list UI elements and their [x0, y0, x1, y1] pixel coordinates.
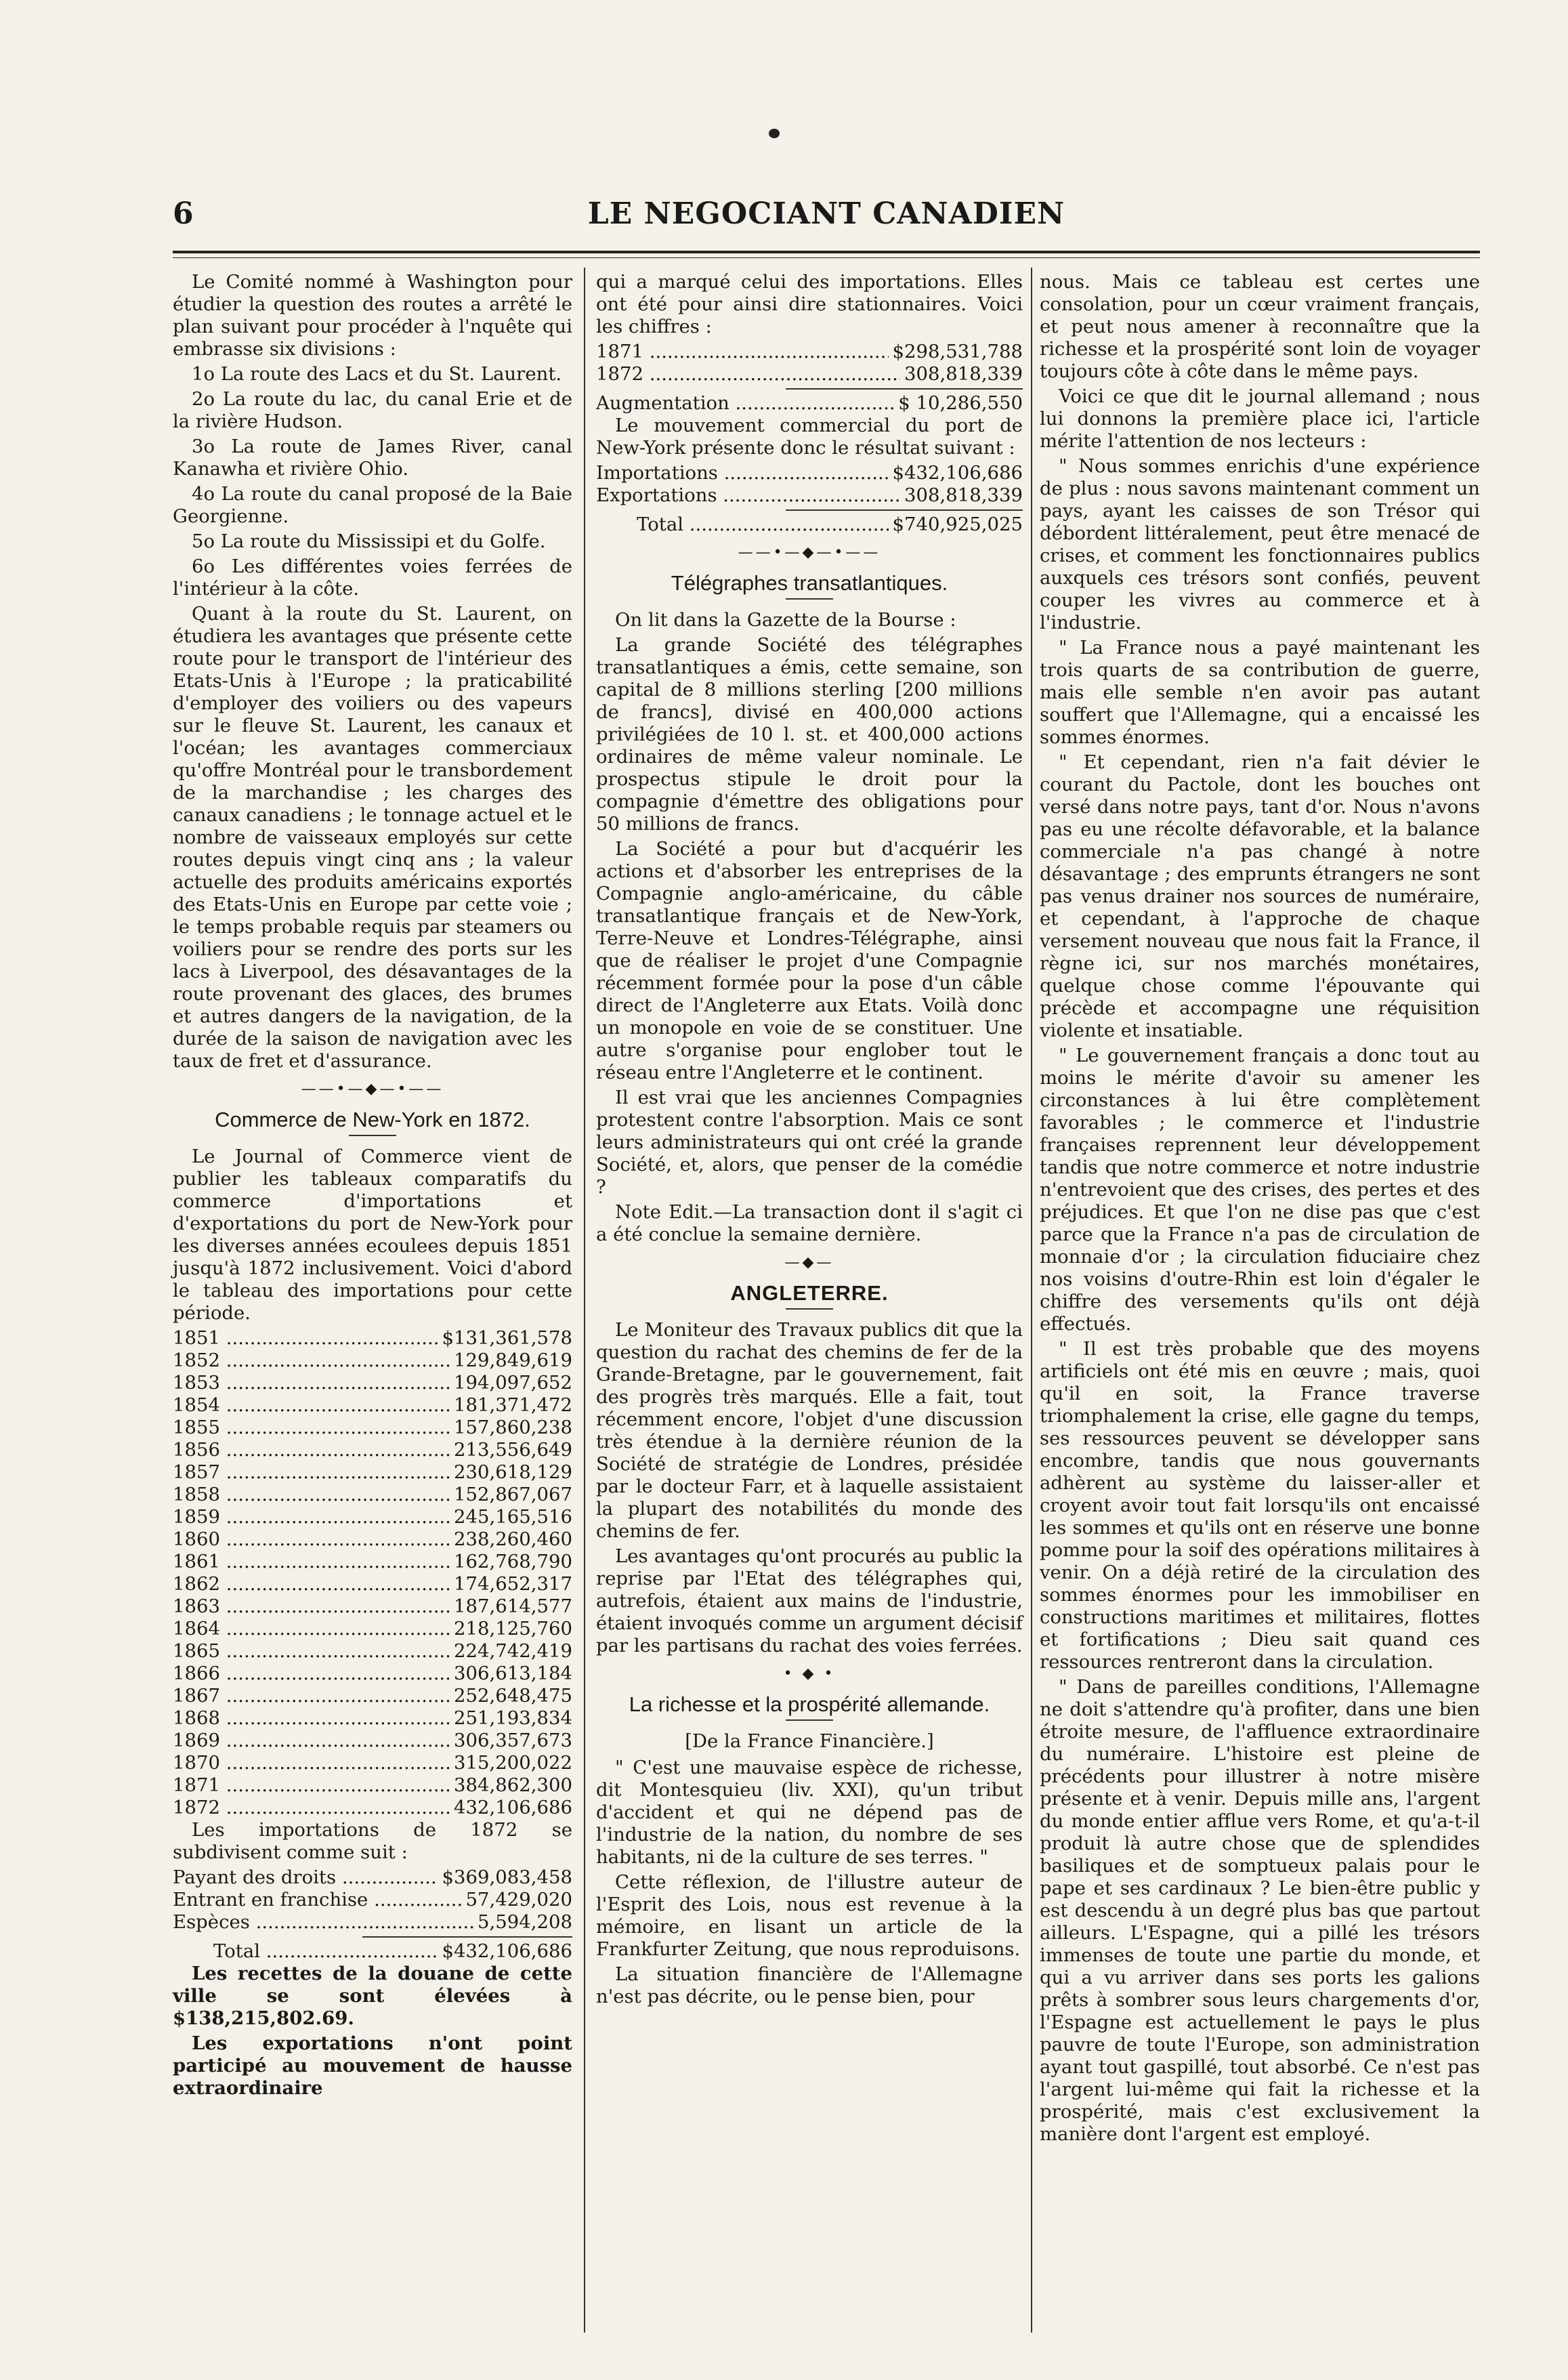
split-row	[173, 1911, 572, 1934]
page-header	[173, 196, 1480, 244]
angleterre-title: ANGLETERRE.	[730, 1281, 889, 1305]
result-total-label: Total .....	[637, 514, 889, 536]
article-paragraph: " Dans de pareilles conditions, l'Allemagne ne doit s'attendre qu'à profiter, dans une bien étroite mesure, de l'affluence extraordinaire du numéraire. L'histoire est pleine de précédents pour illustrer à notre misère présente et à venir. Depuis mille ans, l'argent du monde entier afflue vers Rome, et qu'a-t-il produit là autre chose que de splendides basiliques et de somptueux palais pour le pape et ses cardinaux ? Le bien-être public y est descendu à un degré plus bas que partout ailleurs. L'Espagne, qui a pillé les trésors immenses de toute une partie du monde, et qui a vu arriver dans ses ports les galions prêts à sombrer sous leurs chargements d'or, l'Espagne est actuellement le pays le plus pauvre de toute l'Europe, son administration ayant tout gaspillé, tout absorbé. Ce n'est pas l'argent lui-même qui fait la richesse et la prospérité, mais c'est exclusivement la manière dont l'argent est employé.	[1040, 1676, 1480, 2145]
split-row-label: Espèces .....	[173, 1911, 473, 1934]
exports-row	[596, 341, 1023, 363]
imports-row-value: 152,867,067	[454, 1484, 572, 1505]
column-3	[1040, 271, 1480, 2312]
article-paragraph: " Nous sommes enrichis d'une expérience de plus : nous savons maintenant comment un pays, ayant les caisses de son Trésor qui débordent littéralement, peut être menacé de crises, et comment les fonctionnaires publics auxquels ces trésors sont confiés, peuvent couper les vivres au commerce et à l'industrie.	[1040, 455, 1480, 633]
route-item: 4o La route du canal proposé de la Baie Georgienne.	[173, 483, 572, 527]
augmentation-value: $ 10,286,550	[898, 392, 1023, 414]
page-number: 6	[173, 196, 194, 231]
article-paragraph: Voici ce que dit le journal allemand ; nous lui donnons la première place ici, l'article mérite l'attention de nos lecteurs :	[1040, 385, 1480, 452]
imports-row	[173, 1417, 572, 1439]
imports-row-value: 315,200,022	[454, 1752, 572, 1774]
imports-row-value: 162,768,790	[454, 1551, 572, 1572]
result-row	[596, 484, 1023, 507]
imports-row-value: 218,125,760	[454, 1618, 572, 1640]
imports-row-value: 432,106,686	[454, 1797, 572, 1818]
ink-blot	[769, 129, 780, 138]
telegraph-paragraph: On lit dans la Gazette de la Bourse :	[615, 609, 956, 631]
imports-row-value: 251,193,834	[454, 1707, 572, 1729]
angleterre-paragraph: Le Moniteur des Travaux publics dit que la question du rachat des chemins de fer de la Grande-Bretagne, par le gouvernement, fait des progrès très marqués. Elle a fait, tout récemment encore, l'objet d'une discussion très étendue à la dernière réunion de la Société de stratégie de Londres, présidée par le docteur Farr, et à laquelle assistaient la plupart des notabilités du monde des chemins de fer.	[596, 1319, 1023, 1542]
split-row-label: Entrant en franchise .....	[173, 1889, 462, 1911]
richesse-paragraph: Cette réflexion, de l'illustre auteur de l'Esprit des Lois, nous est revenue à la mémoire, en lisant un article de la Frankfurter Zeitung, que nous reproduisons.	[596, 1871, 1023, 1960]
augmentation-label: Augmentation .....	[596, 392, 894, 415]
st-laurent-paragraph: Quant à la route du St. Laurent, on étudiera les avantages que présente cette route pour le transport de l'intérieur des Etats-Unis à l'Europe ; la praticabilité d'employer des voiliers ou des vapeurs sur le fleuve St. Laurent, les canaux et l'océan; les avantages commerciaux qu'offre Montréal pour le transbordement de la marchandise ; les charges des canaux canadiens ; le tonnage actuel et le nombre de vaisseaux employés sur cette routes depuis vingt cinq ans ; la valeur actuelle des produits américains exportés des Etats-Unis en Europe par cette voie ; le temps probable requis par steamers ou voiliers pour se rendre des ports sur les lacs à Liverpool, des désavantages de la route provenant des glaces, des brumes et autres dangers de la navigation, de la durée de la saison de navigation avec les taux de fret et d'assurance.	[173, 603, 572, 1072]
imports-row-label: 1851 .....	[173, 1327, 438, 1350]
imports-row-value: 129,849,619	[454, 1350, 572, 1371]
result-row-value: $432,106,686	[892, 462, 1023, 484]
article-paragraph: " La France nous a payé maintenant les trois quarts de sa contribution de guerre, mais elle semble n'en avoir pas autant souffert que l'Allemagne, qui a encaissé les sommes énormes.	[1040, 637, 1480, 748]
result-row	[596, 462, 1023, 484]
imports-row-value: 306,613,184	[454, 1663, 572, 1684]
telegraph-paragraph: La Société a pour but d'acquérir les actions et d'absorber les entreprises de la Compagnie anglo-américaine, du câble transatlantique français et de New-York, Terre-Neuve et Londres-Télégraphe, ainsi que de réaliser le projet d'une Compagnie récemment formée pour la pose d'un câble direct de l'Angleterre aux Etats. Voilà donc un monopole en voie de se constituer. Une autre s'organise pour englober tout le réseau entre l'Angleterre et le continent.	[596, 838, 1023, 1083]
committee-intro: Le Comité nommé à Washington pour étudier la question des routes a arrêté le plan suivant pour procéder à l'nquête qui embrasse six divisions :	[173, 271, 572, 360]
imports-row	[173, 1752, 572, 1774]
imports-row-value: 384,862,300	[454, 1774, 572, 1796]
imports-row-value: 252,648,475	[454, 1685, 572, 1707]
imports-row-label: 1853 .....	[173, 1372, 450, 1394]
exports-row-label: 1872 .....	[596, 363, 900, 385]
result-total-value: $740,925,025	[892, 514, 1023, 535]
augmentation-row	[596, 392, 1023, 415]
route-item: 2o La route du lac, du canal Erie et de la rivière Hudson.	[173, 388, 572, 432]
split-total-row	[173, 1940, 572, 1963]
imports-row-value: 157,860,238	[454, 1417, 572, 1438]
route-item: 6o Les différentes voies ferrées de l'intérieur à la côte.	[173, 556, 572, 600]
article-paragraph: " Et cependant, rien n'a fait dévier le courant du Pactole, dont les bouches ont versé dans notre pays, tant d'or. Nous n'avons pas eu une récolte défavorable, et la balance commerciale n'a pas changé à notre désavantage ; des emprunts étrangers ne sont pas venus drainer nos sources de numéraire, et cependant, à l'approche de chaque versement nouveau que nous fait la France, il règne ici, sur nos marchés monétaires, quelque chose comme l'épouvante qui précède et accompagne une réquisition violente et insatiable.	[1040, 751, 1480, 1041]
richesse-paragraph: " C'est une mauvaise espèce de richesse, dit Montesquieu (liv. XXI), qu'un tribut d'accident et qui ne dépend pas de l'industrie de la nation, du nombre de ses habitants, ni de la culture de ses terres. "	[596, 1757, 1023, 1868]
header-rule-thin	[173, 257, 1480, 258]
split-row-value: 57,429,020	[465, 1889, 572, 1911]
split-row-label: Payant des droits .....	[173, 1866, 438, 1889]
imports-row-value: 194,097,652	[454, 1372, 572, 1394]
imports-row	[173, 1461, 572, 1484]
commerce-intro: Le Journal of Commerce vient de publier les tableaux comparatifs du commerce d'importations et d'exportations du port de New-York pour les diverses années ecoulees depuis 1851 jusqu'à 1872 inclusivement. Voici d'abord le tableau des importations pour cette période.	[173, 1146, 572, 1324]
imports-row-label: 1860 .....	[173, 1528, 450, 1551]
split-table	[173, 1866, 572, 1934]
exports-row-label: 1871 .....	[596, 341, 889, 363]
imports-row-label: 1854 .....	[173, 1394, 450, 1417]
section-ornament: ——•—◆—•——	[738, 544, 881, 561]
imports-row-value: 245,165,516	[454, 1506, 572, 1528]
section-ornament: • ◆ •	[783, 1665, 836, 1682]
imports-row-label: 1871 .....	[173, 1774, 450, 1797]
column-divider-2	[1031, 268, 1032, 2333]
imports-row-label: 1856 .....	[173, 1439, 450, 1461]
total-value: $432,106,686	[442, 1940, 572, 1962]
imports-row	[173, 1350, 572, 1372]
column-divider-1	[584, 268, 585, 2333]
imports-row-label: 1864 .....	[173, 1618, 450, 1640]
imports-row	[173, 1372, 572, 1394]
title-rule	[786, 598, 833, 600]
imports-row-value: 213,556,649	[454, 1439, 572, 1461]
imports-row-label: 1866 .....	[173, 1663, 450, 1685]
imports-table	[173, 1327, 572, 1819]
richesse-title: La richesse et la prospérité allemande.	[629, 1692, 990, 1716]
result-row-label: Importations .....	[596, 462, 889, 484]
imports-row-label: 1865 .....	[173, 1640, 450, 1663]
imports-row-label: 1861 .....	[173, 1551, 450, 1573]
imports-row-label: 1870 .....	[173, 1752, 450, 1774]
section-ornament: ——•—◆—•——	[301, 1081, 444, 1098]
article-paragraph: " Le gouvernement français a donc tout au moins le mérite d'avoir su amener les circonstances à lui être complètement favorables ; le commerce et l'industrie françaises reprennent leur développement tandis que notre commerce et notre industrie n'entrevoient que des crises, des pertes et des préjudices. Et que l'on ne dise pas que c'est parce que la France n'a pas de circulation de monnaie d'or ; la circulation fiduciaire chez nos voisins d'outre-Rhin est loin d'égaler le chiffre des versements qu'ils ont déjà effectués.	[1040, 1045, 1480, 1335]
imports-row	[173, 1595, 572, 1618]
imports-row	[173, 1394, 572, 1417]
imports-row-label: 1867 .....	[173, 1685, 450, 1707]
result-row-value: 308,818,339	[904, 484, 1023, 506]
angleterre-paragraph: Les avantages qu'ont procurés au public la reprise par l'Etat des télégraphes qui, autrefois, étaient aux mains de l'industrie, étaient invoqués comme un argument décisif par les partisans du rachat des voies ferrées.	[596, 1545, 1023, 1656]
augmentation-rule	[786, 388, 1023, 390]
imports-row	[173, 1327, 572, 1350]
result-row-label: Exportations .....	[596, 484, 900, 507]
imports-row	[173, 1774, 572, 1797]
imports-row-value: 187,614,577	[454, 1595, 572, 1617]
imports-row	[173, 1618, 572, 1640]
split-row	[173, 1866, 572, 1889]
imports-row-value: 224,742,419	[454, 1640, 572, 1662]
recettes-paragraph: Les recettes de la douane de cette ville se sont élevées à $138,215,802.69.	[173, 1963, 572, 2029]
imports-row	[173, 1484, 572, 1506]
imports-row-label: 1872 .....	[173, 1797, 450, 1819]
telegraph-paragraph: Il est vrai que les anciennes Compagnies protestent contre l'absorption. Mais ce sont leurs administrateurs qui ont créé la grande Société, et, alors, que penser de la comédie ?	[596, 1087, 1023, 1198]
route-item: 5o La route du Mississipi et du Golfe.	[192, 530, 546, 552]
imports-row-value: 230,618,129	[454, 1461, 572, 1483]
split-row-value: 5,594,208	[478, 1911, 572, 1933]
imports-row-label: 1862 .....	[173, 1573, 450, 1595]
imports-row-label: 1863 .....	[173, 1595, 450, 1618]
title-rule	[786, 1719, 833, 1721]
exports-row	[596, 363, 1023, 385]
title-rule	[349, 1135, 396, 1136]
imports-row	[173, 1439, 572, 1461]
richesse-paragraph: La situation financière de l'Allemagne n'est pas décrite, ou le pense bien, pour	[596, 1963, 1023, 2007]
imports-row-label: 1859 .....	[173, 1506, 450, 1528]
imports-row	[173, 1663, 572, 1685]
section-ornament: —◆—	[784, 1254, 834, 1271]
imports-row-label: 1855 .....	[173, 1417, 450, 1439]
exports-start: Les exportations n'ont point participé au mouvement de hausse extraordinaire	[173, 2032, 572, 2099]
masthead-title: LE NEGOCIANT CANADIEN	[587, 196, 1065, 231]
column-2	[596, 271, 1023, 2312]
exports-row-value: $298,531,788	[892, 341, 1023, 362]
result-total-row	[596, 514, 1023, 536]
imports-row-label: 1852 .....	[173, 1350, 450, 1372]
imports-row	[173, 1573, 572, 1595]
imports-row	[173, 1730, 572, 1752]
imports-row	[173, 1551, 572, 1573]
result-rule	[786, 509, 1023, 511]
exports-table	[596, 341, 1023, 385]
exports-cont: qui a marqué celui des importations. Elles ont été pour ainsi dire stationnaires. Voici les chiffres :	[596, 271, 1023, 337]
telegraph-paragraph: La grande Société des télégraphes transatlantiques a émis, cette semaine, son capital de 8 millions sterling [200 millions de francs], divisé en 400,000 actions privilégiées de 10 l. st. et 400,000 actions ordinaires de même valeur nominale. Le prospectus stipule le droit pour la compagnie d'émettre des obligations pour 50 millions de francs.	[596, 634, 1023, 835]
imports-row-label: 1857 .....	[173, 1461, 450, 1484]
imports-row-value: 181,371,472	[454, 1394, 572, 1416]
telegraph-title: Télégraphes transatlantiques.	[671, 571, 948, 595]
imports-row-value: $131,361,578	[442, 1327, 572, 1349]
imports-row-value: 306,357,673	[454, 1730, 572, 1751]
imports-row-value: 238,260,460	[454, 1528, 572, 1550]
imports-row	[173, 1707, 572, 1730]
imports-row-label: 1868 .....	[173, 1707, 450, 1730]
source-line: [De la France Financière.]	[685, 1730, 934, 1752]
article-paragraph: " Il est très probable que des moyens artificiels ont été mis en œuvre ; mais, quoi qu'il en soit, la France traverse triomphalement la crise, elle gagne du temps, ses ressources peuvent se développer sans encombre, tandis que nous gouvernants adhèrent au système du laisser-aller et croyent avoir tout fait lorsqu'ils ont encaissé les sommes et qu'ils ont en réserve une bonne pomme pour la soif des opérations militaires à venir. On a déjà retiré de la circulation des sommes énormes pour les immobiliser en constructions maritimes et militaires, flottes et fortifications ; Dieu sait quand ces ressources rentreront dans la circulation.	[1040, 1338, 1480, 1673]
imports-row-label: 1869 .....	[173, 1730, 450, 1752]
imports-row-value: 174,652,317	[454, 1573, 572, 1595]
imports-row	[173, 1640, 572, 1663]
editor-note: Note Edit.—La transaction dont il s'agit ci a été conclue la semaine dernière.	[596, 1201, 1023, 1245]
imports-row	[173, 1506, 572, 1528]
result-table	[596, 462, 1023, 507]
title-rule	[786, 1308, 833, 1310]
article-paragraph: nous. Mais ce tableau est certes une consolation, pour un cœur vraiment français, et peut nous amener à reconnaître que la richesse et la prospérité sont loin de voyager toujours côte à côte dans le même pays.	[1040, 271, 1480, 382]
route-item: 3o La route de James River, canal Kanawha et rivière Ohio.	[173, 436, 572, 480]
imports-row	[173, 1685, 572, 1707]
mouvement-paragraph: Le mouvement commercial du port de New-York présente donc le résultat suivant :	[596, 415, 1023, 459]
split-row-value: $369,083,458	[442, 1866, 572, 1888]
commerce-title: Commerce de New-York en 1872.	[215, 1108, 530, 1131]
header-rule-thick	[173, 251, 1480, 253]
total-label: Total .....	[213, 1940, 438, 1963]
imports-row-label: 1858 .....	[173, 1484, 450, 1506]
column-1	[173, 271, 572, 2312]
split-intro: Les importations de 1872 se subdivisent comme suit :	[173, 1819, 572, 1863]
exports-row-value: 308,818,339	[904, 363, 1023, 385]
route-item: 1o La route des Lacs et du St. Laurent.	[192, 363, 562, 385]
total-rule	[362, 1936, 572, 1938]
imports-row	[173, 1528, 572, 1551]
imports-row	[173, 1797, 572, 1819]
split-row	[173, 1889, 572, 1911]
